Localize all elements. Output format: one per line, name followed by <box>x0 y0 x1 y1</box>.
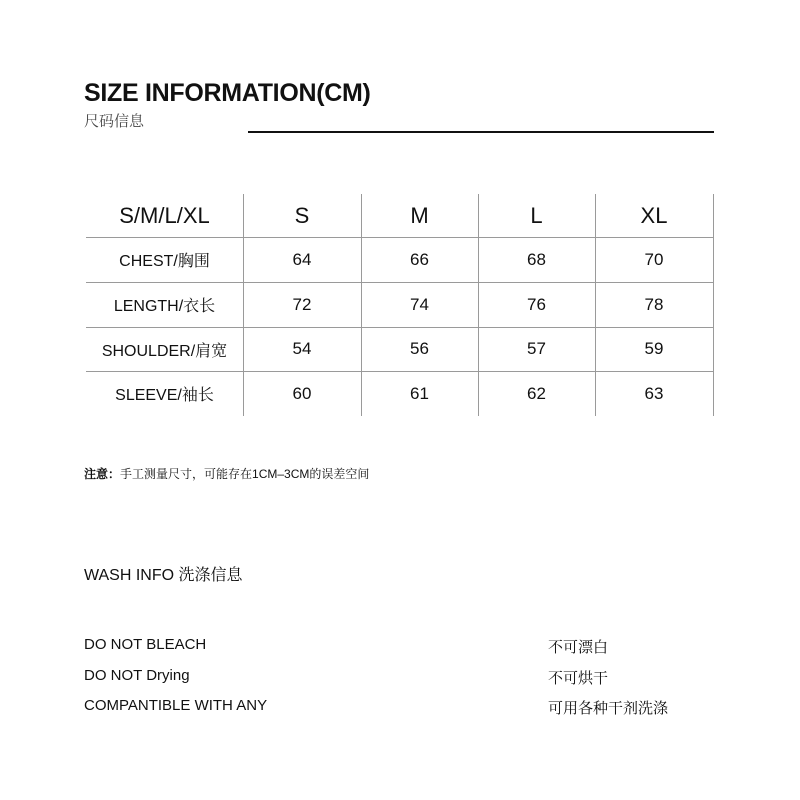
table-cell: 68 <box>527 249 546 269</box>
column-header-xl: XL <box>640 202 668 228</box>
table-cell: 74 <box>410 294 429 314</box>
column-header-s: S <box>294 202 310 228</box>
wash-info-heading: WASH INFO 洗涤信息 <box>84 567 243 584</box>
table-cell: 59 <box>644 339 664 358</box>
row-label-chest: CHEST/胸围 <box>119 253 210 270</box>
table-cell: 70 <box>644 249 664 269</box>
wash-item-cn: 可用各种干剂洗涤 <box>548 700 669 717</box>
page-subtitle: 尺码信息 <box>84 113 145 130</box>
title-divider <box>248 131 714 133</box>
table-cell: 62 <box>527 383 546 403</box>
wash-item-en: DO NOT Drying <box>84 667 190 684</box>
wash-item-en: COMPANTIBLE WITH ANY <box>84 697 268 714</box>
row-label-sleeve: SLEEVE/袖长 <box>115 387 214 404</box>
table-cell: 56 <box>410 339 429 358</box>
wash-item-cn: 不可漂白 <box>548 639 609 656</box>
table-cell: 66 <box>410 249 429 269</box>
column-header-m: M <box>410 202 429 228</box>
row-label-length: LENGTH/衣长 <box>113 298 216 315</box>
table-column-divider <box>713 194 714 416</box>
table-cell: 57 <box>527 339 546 358</box>
column-header-l: L <box>530 202 543 228</box>
table-cell: 78 <box>644 294 664 314</box>
wash-item-en: DO NOT BLEACH <box>84 636 207 653</box>
wash-item-cn: 不可烘干 <box>548 670 609 687</box>
table-cell: 61 <box>410 383 429 403</box>
table-corner-header: S/M/L/XL <box>119 202 210 228</box>
table-cell: 72 <box>292 294 312 314</box>
table-cell: 54 <box>292 339 312 358</box>
row-label-shoulder: SHOULDER/肩宽 <box>101 342 228 360</box>
page-title: SIZE INFORMATION(CM) <box>84 79 371 107</box>
table-cell: 63 <box>644 383 664 403</box>
size-table <box>86 194 714 416</box>
measurement-note <box>84 465 369 482</box>
table-cell: 76 <box>527 294 546 314</box>
note-text: 手工测量尺寸，可能存在1CM–3CM的误差空间 <box>120 467 370 481</box>
table-cell: 60 <box>292 383 312 403</box>
note-label: 注意： <box>84 467 121 481</box>
table-cell: 64 <box>292 249 312 269</box>
